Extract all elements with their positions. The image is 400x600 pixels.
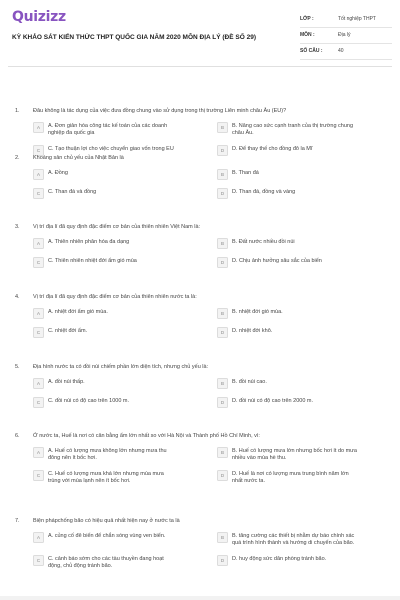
option-text-line: A. Huế có lượng mưa không lớn nhưng mưa thu [48,448,167,454]
option-text [232,239,295,246]
option-letter-box: A [33,532,44,543]
option-letter-box: B [217,378,228,389]
option-text [232,398,313,405]
option-letter-box: A [33,378,44,389]
option-text [48,328,87,335]
option-text-line: D. Huế là nơi có lượng mưa trung bình năm lớn [232,471,349,477]
option-letter-box: B [217,447,228,458]
option-letter-box: A [33,169,44,180]
question-number: 6. [15,433,20,439]
option-text-line: B. đồi núi cao. [232,379,267,385]
question-text: Đâu không là tác dụng của việc đưa đồng chung vào sử dụng trong thị trường Liên minh châu Âu (EU)? [33,108,287,114]
option-letter-box: C [33,188,44,199]
question-text: Vị trí địa lí đã quy định đặc điểm cơ bản của thiên nhiên Việt Nam là: [33,224,201,230]
option-text-line: B. nhiệt đới gió mùa. [232,309,283,315]
option-letter-box: B [217,308,228,319]
option-text-line: B. Nâng cao sức cạnh tranh của thị trường chung [232,123,354,129]
option-letter-box: D [217,145,228,156]
option-text-line: nhất nước ta. [232,478,265,484]
info-value: 40 [338,48,344,54]
option-letter-box: C [33,327,44,338]
worksheet-info [300,12,392,60]
option-text [48,309,108,316]
option-text-line: đông nên ít bốc hơi. [48,455,97,461]
quizizz-logo: Quizizz [12,9,66,25]
option-text [48,123,167,137]
question-text: Vị trí địa lí đã quy định đặc điểm cơ bản của thiên nhiên nước ta là: [33,294,197,300]
option-text-line: A. Đồng [48,170,68,176]
option-text-line: B. Than đá [232,170,259,176]
option-text-line: trùng với mùa lạnh nên ít bốc hơi. [48,478,131,484]
option-text-line: B. tăng cường các thiết bị nhằm dự báo chính xác [232,533,355,539]
option-text-line: động, chủ động tránh bão. [48,563,113,569]
option-text-line: D. huy động sức dân phòng tránh bão. [232,556,327,562]
option-letter-box: A [33,238,44,249]
info-row [300,28,392,44]
option-text [48,239,129,246]
option-text [48,398,129,405]
option-text [232,189,295,196]
option-text-line: quá trình hình thành và hướng di chuyển của bão. [232,540,355,546]
question-number: 5. [15,364,20,370]
option-letter-box: B [217,532,228,543]
option-text [48,170,68,177]
question-number: 1. [15,108,20,114]
option-text [232,448,357,462]
option-text-line: C. nhiệt đới ẩm. [48,328,88,334]
option-text-line: A. củng cố đê biển để chắn sóng vùng ven biển. [48,533,166,539]
option-letter-box: D [217,188,228,199]
option-letter-box: B [217,238,228,249]
option-letter-box: D [217,397,228,408]
option-text-line: D. Chịu ảnh hưởng sâu sắc của biển [232,258,322,264]
option-text-line: C. Thiên nhiên nhiệt đới ẩm gió mùa [48,258,137,264]
option-letter-box: C [33,397,44,408]
info-label: MÔN : [300,32,315,38]
header-divider [8,66,392,67]
question-number: 2. [15,155,20,161]
option-text [48,146,174,153]
info-row [300,12,392,28]
option-text [232,556,326,563]
option-text [232,146,312,153]
option-text [232,379,267,386]
question-number: 4. [15,294,20,300]
option-text-line: A. Đơn giản hóa công tác kế toán của các doanh [48,123,168,129]
option-text-line: C. Than đá và đồng [48,189,97,195]
option-text-line: A. đồi núi thấp. [48,379,85,385]
option-letter-box: C [33,257,44,268]
option-text-line: C. Tạo thuận lợi cho việc chuyển giao vốn trong EU [48,146,174,152]
page-bottom-edge [0,596,400,600]
option-text-line: A. Thiên nhiên phân hóa đa dạng [48,239,130,245]
option-letter-box: B [217,122,228,133]
option-letter-box: D [217,327,228,338]
option-text [232,170,259,177]
info-value: Tốt nghiệp THPT [338,16,376,22]
option-text-line: D. Để thay thế cho đồng đô la Mĩ [232,146,313,152]
option-letter-box: B [217,169,228,180]
option-text [48,533,165,540]
option-text-line: D. Than đá, đồng và vàng [232,189,296,195]
option-text [48,258,137,265]
question-number: 7. [15,518,20,524]
option-text [232,328,272,335]
option-text [48,379,85,386]
option-letter-box: D [217,257,228,268]
option-text-line: A. nhiệt đới ẩm gió mùa. [48,309,108,315]
question-text: Địa hình nước ta có đồi núi chiếm phần lớn diện tích, nhưng chủ yếu là: [33,364,209,370]
info-value: Địa lý [338,32,351,38]
option-text-line: D. nhiệt đới khô. [232,328,273,334]
info-label: LỚP : [300,16,314,22]
option-text [48,556,164,570]
option-text-line: nghiệp đa quốc gia [48,130,95,136]
option-letter-box: C [33,145,44,156]
option-text-line: C. đồi núi có độ cao trên 1000 m. [48,398,130,404]
option-letter-box: D [217,555,228,566]
option-letter-box: C [33,555,44,566]
option-text [48,448,167,462]
option-text-line: châu Âu. [232,130,254,136]
option-text [48,471,164,485]
option-letter-box: D [217,470,228,481]
option-letter-box: A [33,308,44,319]
question-text: Biện phápchống bão có hiệu quả nhất hiện nay ở nước ta là [33,518,180,524]
option-letter-box: C [33,470,44,481]
info-row [300,44,392,60]
option-text-line: C. cảnh báo sớm cho các tàu thuyền đang hoạt [48,556,164,562]
question-text: Ở nước ta, Huế là nơi có cân bằng ẩm lớn nhất so với Hà Nội và Thành phố Hồ Chí Minh, vì: [33,433,260,439]
option-text-line: D. đồi núi có độ cao trên 2000 m. [232,398,314,404]
option-text [232,123,353,137]
option-text-line: nhiều vào mùa hè thu. [232,455,287,461]
option-text-line: C. Huế có lượng mưa khá lớn nhưng mùa mưa [48,471,164,477]
option-text [232,309,283,316]
option-letter-box: A [33,447,44,458]
info-label: SỐ CÂU : [300,48,323,54]
question-text: Khoáng sản chủ yếu của Nhật Bản là [33,155,124,161]
option-text [48,189,96,196]
option-text-line: B. Đất nước nhiều đồi núi [232,239,295,245]
option-text-line: B. Huế có lượng mưa lớn nhưng bốc hơi ít do mưa [232,448,357,454]
option-text [232,533,354,547]
option-letter-box: A [33,122,44,133]
option-text [232,471,349,485]
page-title: KỲ KHẢO SÁT KIẾN THỨC THPT QUỐC GIA NĂM 2020 MÔN ĐỊA LÝ (ĐỀ SỐ 29) [12,34,256,41]
option-text [232,258,322,265]
question-number: 3. [15,224,20,230]
